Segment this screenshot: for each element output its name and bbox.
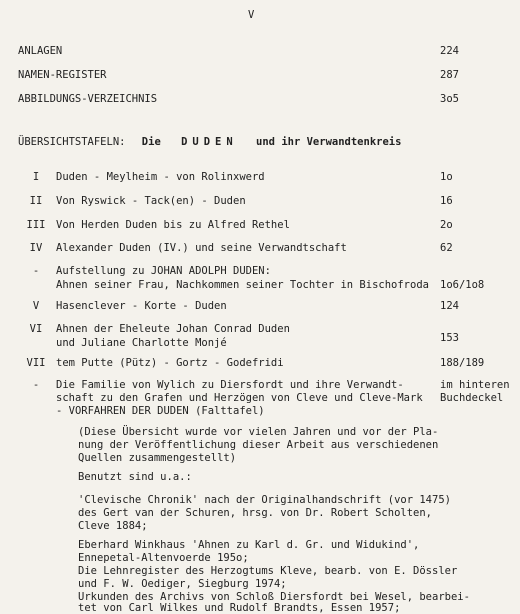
section-heading — [18, 137, 401, 148]
source-line: Ennepetal-Altenvoerde 195o; — [78, 552, 249, 564]
table-title: tem Putte (Pütz) - Gortz - Godefridi — [56, 357, 284, 369]
heading-title-pre: Die — [141, 136, 161, 148]
table-number: I — [32, 171, 40, 183]
source-line: Cleve 1884; — [78, 520, 148, 532]
table-title: Die Familie von Wylich zu Diersfordt und ihre Verwandt- — [56, 379, 404, 391]
note-intro-line: Quellen zusammengestellt) — [78, 452, 237, 464]
table-page: 2o — [440, 219, 453, 231]
table-page: 1o6/1o8 — [440, 279, 485, 291]
table-number: V — [32, 300, 40, 312]
table-page: 153 — [440, 332, 459, 344]
heading-title-post: und ihr Verwandtenkreis — [256, 136, 402, 148]
table-title: Ahnen der Eheleute Johan Conrad Duden — [56, 323, 290, 335]
table-page: 62 — [440, 242, 453, 254]
table-title: Aufstellung zu JOHAN ADOLPH DUDEN: — [56, 265, 271, 277]
table-page: 124 — [440, 300, 459, 312]
table-title: Duden - Meylheim - von Rolinxwerd — [56, 171, 265, 183]
table-number: - — [32, 265, 40, 277]
table-number: VI — [29, 323, 43, 335]
table-page: 188/189 — [440, 357, 485, 369]
note-used-label: Benutzt sind u.a.: — [78, 471, 192, 483]
table-title: schaft zu den Grafen und Herzögen von Cleve und Cleve-Mark — [56, 392, 423, 404]
source-line: tet von Carl Wilkes und Rudolf Brandts, Essen 1957; — [78, 602, 401, 614]
source-line: Die Lehnregister des Herzogtums Kleve, bearb. von E. Dössler — [78, 565, 458, 577]
source-line: und F. W. Oediger, Siegburg 1974; — [78, 578, 287, 590]
note-intro-line: nung der Veröffentlichung dieser Arbeit aus verschiedenen — [78, 439, 439, 451]
heading-title-duden: DUDEN — [181, 136, 238, 148]
page-number: V — [248, 9, 255, 21]
table-title: Hasenclever - Korte - Duden — [56, 300, 227, 312]
appendix-label-abbildungs-verzeichnis: ABBILDUNGS-VERZEICHNIS — [18, 93, 158, 105]
table-title: - VORFAHREN DER DUDEN (Falttafel) — [56, 405, 265, 417]
table-title: Alexander Duden (IV.) und seine Verwandtschaft — [56, 242, 347, 254]
appendix-label-namen-register: NAMEN-REGISTER — [18, 69, 107, 81]
table-number: IV — [29, 242, 43, 254]
table-number: - — [32, 379, 40, 391]
appendix-page-namen-register: 287 — [440, 69, 459, 81]
table-number: III — [26, 219, 46, 231]
table-title: Ahnen seiner Frau, Nachkommen seiner Tochter in Bischofroda — [56, 279, 429, 291]
appendix-page-abbildungs-verzeichnis: 3o5 — [440, 93, 459, 105]
table-page: 16 — [440, 195, 453, 207]
note-intro-line: (Diese Übersicht wurde vor vielen Jahren und vor der Pla- — [78, 426, 439, 438]
appendix-label-anlagen: ANLAGEN — [18, 45, 63, 57]
source-line: 'Clevische Chronik' nach der Originalhandschrift (vor 1475) — [78, 494, 451, 506]
appendix-page-anlagen: 224 — [440, 45, 459, 57]
table-number: II — [29, 195, 43, 207]
table-page: Buchdeckel — [440, 392, 504, 404]
table-title: und Juliane Charlotte Monjé — [56, 337, 227, 349]
table-title: Von Ryswick - Tack(en) - Duden — [56, 195, 246, 207]
table-number: VII — [26, 357, 46, 369]
source-line: Urkunden des Archivs von Schloß Diersfordt bei Wesel, bearbei- — [78, 591, 470, 603]
table-page: im hinteren — [440, 379, 510, 391]
heading-label: ÜBERSICHTSTAFELN: — [18, 136, 126, 148]
table-page: 1o — [440, 171, 453, 183]
source-line: des Gert van der Schuren, hrsg. von Dr. Robert Scholten, — [78, 507, 433, 519]
source-line: Eberhard Winkhaus 'Ahnen zu Karl d. Gr. und Widukind', — [78, 539, 420, 551]
table-title: Von Herden Duden bis zu Alfred Rethel — [56, 219, 290, 231]
